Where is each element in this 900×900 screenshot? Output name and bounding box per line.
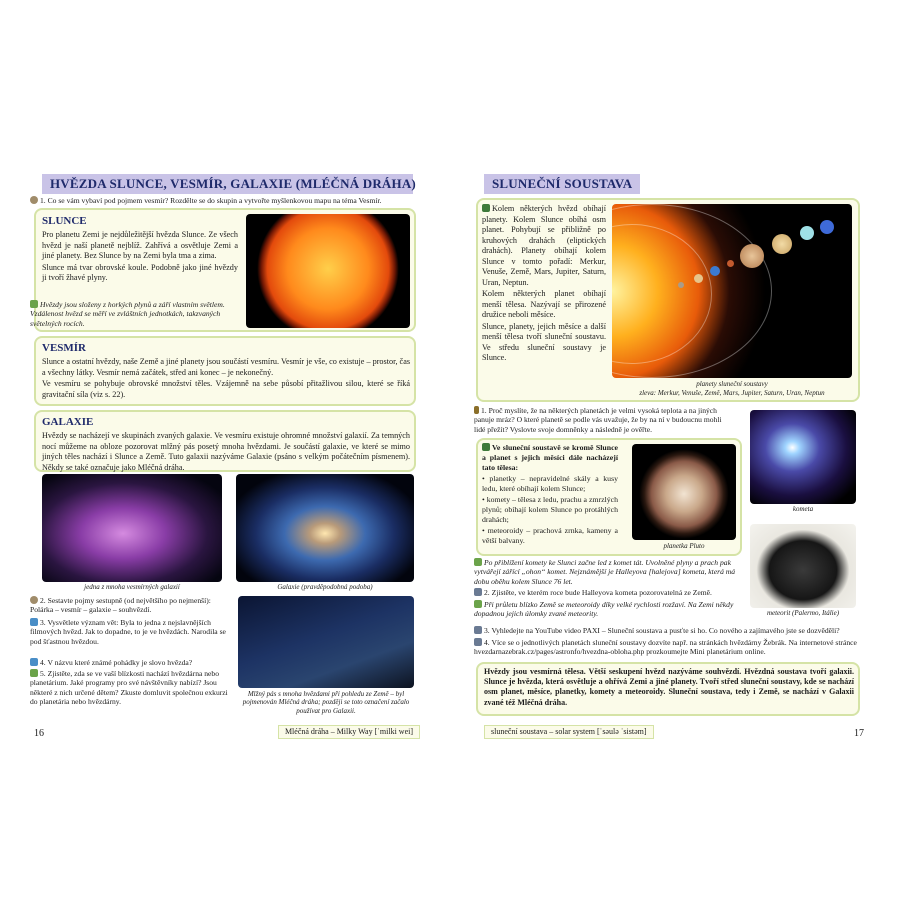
solar-paragraph-3: Slunce, planety, jejich měsíce a další menší tělesa tvoří sluneční soustavu. Ve středu sluneční soustavy je Slunce. [482, 321, 606, 362]
task-5: 5. Zjistěte, zda se ve vaší blízkosti nachází hvězdárna nebo planetárium. Jaké programy pro své návštěvníky nabízí? Jsou některé z nich určené dětem? Zkuste domluvit společnou exkurzi do planetária nebo hvězdárny. [30, 669, 228, 707]
computer-icon [474, 638, 482, 646]
box-solar-system [476, 198, 860, 402]
solar-system-image [612, 204, 852, 378]
vesmir-paragraph-2: Ve vesmíru se pohybuje obrovské množství těles. Vzájemně na sebe působí přitažlivou silou, které se říká gravitační síla (viz s. 22). [42, 379, 410, 399]
task-2: 2. Zjistěte, ve kterém roce bude Halleyova kometa pozorovatelná ze Země. [474, 588, 746, 597]
box-galaxie [34, 410, 416, 472]
task-3: 3. Vyhledejte na YouTube video PAXI – Sluneční soustava a pusťte si ho. Co nového a zajímavého jste se dozvěděli? [474, 626, 864, 635]
vesmir-paragraph-1: Slunce a ostatní hvězdy, naše Země a jiné planety jsou součástí vesmíru. Vesmír je vše, co existuje – prostor, čas a všechny látky. Vesmír nemá začátek, střed ani konec – je nekonečný. [42, 357, 411, 377]
page-right [470, 168, 870, 738]
thought-icon [30, 196, 38, 204]
mars [727, 260, 734, 267]
book-icon [482, 204, 490, 212]
slunce-paragraph-1: Pro planetu Zemi je nejdůležitější hvězda Slunce. Ze všech hvězd je naší planetě nejblíž. Zahřívá a osvětluje Zemi a jiné planety. Bez Slunce by na Zemi byla tma a zima. [42, 230, 238, 261]
pluto-image [632, 444, 736, 540]
question-icon [474, 406, 479, 414]
page-number: 16 [34, 728, 44, 739]
caption-milky-way-galaxy: Galaxie (pravděpodobná podoba) [277, 583, 373, 591]
task-1: 1. Co se vám vybaví pod pojmem vesmír? Rozdělte se do skupin a vytvořte myšlenkovou mapu na téma Vesmír. [30, 196, 422, 205]
solar-paragraph-2: Kolem některých planet obíhají menší tělesa. Nazývají se přirozené družice neboli měsíce. [482, 289, 606, 319]
earth [710, 266, 720, 276]
caption-meteorite: meteorit (Palermo, Itálie) [766, 609, 840, 617]
sun-image [246, 214, 410, 328]
bodies-asteroids: • planetky – nepravidelné skály a kusy ledu, které obíhají kolem Slunce; [482, 473, 619, 493]
computer-icon [474, 588, 482, 596]
box-small-bodies [476, 438, 742, 556]
note-comets: Po přiblížení komety ke Slunci začne led z komet tát. Uvolněné plyny a prach pak vytvářejí zářící „ohon“ komet. Nejznámější je Halleyova [halejova] kometa, která má dobu oběhu kolem Slunce 76 let. [474, 558, 736, 586]
magnifier-icon [30, 300, 38, 308]
galaxie-paragraph: Hvězdy se nacházejí ve skupinách zvaných galaxie. Ve vesmíru existuje ohromné množství galaxií. Za temných nocí můžeme na obloze pozorovat mlžný pás posetý mnoha hvězdami. Je součástí galaxie, ve které se mimo jiných těles nachází i Slunce a Země. Tuto galaxii nazýváme Galaxie (psáno s velkým počátečním písmenem). Někdy se také označuje jako Mléčná dráha. [42, 431, 410, 472]
computer-icon [474, 626, 482, 634]
bodies-comets: • komety – tělesa z ledu, prachu a zmrzlých plynů; obíhají kolem Slunce po protáhlých drahách; [482, 494, 618, 524]
venus [694, 274, 703, 283]
comet-image [750, 410, 856, 504]
caption-galaxy: jedna z mnoha vesmírných galaxií [84, 583, 180, 591]
neptune [820, 220, 834, 234]
magnifier-icon [30, 669, 38, 677]
solar-paragraph-1: Kolem některých hvězd obíhají planety. Kolem Slunce obíhá osm planet. Pohybují se přibližně po kruhových drahách (eliptických drahách). Planety obíhají kolem Slunce v tomto pořadí: Merkur, Venuše, Země, Mars, Jupiter, Saturn, Uran, Neptun. [482, 204, 606, 287]
meteorite-image [750, 524, 856, 608]
task-1: 1. Proč myslíte, že na některých planetách je velmi vysoká teplota a na jiných panuje mráz? O které planetě se podle vás uvažuje, že by na ní v budoucnu mohli lidé přežít? Vyslovte svoje domněnky a následně je ověřte. [474, 406, 722, 434]
summary-text: Hvězdy jsou vesmírná tělesa. Větší seskupení hvězd nazýváme souhvězdí. Hvězdná soustava tvoří galaxii. Slunce je hvězda, která osvětluje a ohřívá Zemi a jiné planety. Tvoří střed sluneční soustavy, kde se nachází osm planet, měsíce, planetky, komety a meteoroidy. Sluneční soustava, tedy i Země, se nachází v Galaxii zvané též Mléčná dráha. [484, 667, 854, 707]
page-left [28, 168, 428, 738]
task-3: 3. Vysvětlete význam vět: Byla to jedna z nejslavnějších filmových hvězd. Jak to dopadne, to je ve hvězdách. Narodila se pod šťastnou hvězdou. [30, 618, 226, 646]
section-heading-vesmir: VESMÍR [42, 342, 87, 354]
page-title: HVĚZDA SLUNCE, VESMÍR, GALAXIE (MLÉČNÁ DRÁHA) [42, 174, 413, 194]
vocabulary-footer: Mléčná dráha – Milky Way [ˈmilki wei] [278, 725, 420, 739]
page-number: 17 [854, 728, 864, 739]
night-sky-image [238, 596, 414, 688]
saturn [772, 234, 792, 254]
task-4: 4. Více se o jednotlivých planetách sluneční soustavy dozvíte např. na stránkách hvězdárny Žebrák. Na internetové stránce hvezdarnazebrak.cz/pages/astronfo/hvezdna-obloha.php prozkoumejte Mini planetárium online. [474, 638, 857, 657]
milky-way-galaxy-image [236, 474, 414, 582]
slunce-paragraph-2: Slunce má tvar obrovské koule. Podobně jako jiné hvězdy ji tvoří žhavé plyny. [42, 262, 238, 283]
caption-night-sky: Mlžný pás s mnoha hvězdami při pohledu ze Země – byl pojmenován Mléčná dráha; později se toto označení začalo používat pro Galaxii. [242, 690, 410, 715]
puzzle-icon [30, 658, 38, 666]
note-stars: Hvězdy jsou složeny z horkých plynů a září vlastním světlem. Vzdálenost hvězd se měří ve zvláštních jednotkách, takzvaných světelných rocích. [30, 300, 225, 328]
galaxy-image [42, 474, 222, 582]
section-heading-galaxie: GALAXIE [42, 416, 94, 428]
jupiter [740, 244, 764, 268]
caption-planets: planety sluneční soustavy [696, 380, 768, 388]
task-2: 2. Sestavte pojmy sestupně (od největšího po nejmenší): Polárka – vesmír – galaxie – souhvězdí. [30, 596, 211, 615]
mercury [678, 282, 684, 288]
magnifier-icon [474, 558, 482, 566]
box-summary [476, 662, 860, 716]
bodies-intro: Ve sluneční soustavě se kromě Slunce a planet s jejich měsíci dále nacházejí tato tělesa: [482, 443, 618, 472]
vocabulary-footer: sluneční soustava – solar system [ˈsəulə ˈsistəm] [484, 725, 654, 739]
page-title: SLUNEČNÍ SOUSTAVA [484, 174, 640, 194]
caption-pluto: planetka Pluto [663, 542, 705, 550]
task-4: 4. V názvu které známé pohádky je slovo hvězda? [30, 658, 230, 667]
box-vesmir [34, 336, 416, 406]
caption-planets-order: zleva: Merkur, Venuše, Země, Mars, Jupiter, Saturn, Uran, Neptun [639, 389, 825, 397]
magnifier-icon [474, 600, 482, 608]
section-heading-slunce: SLUNCE [42, 215, 87, 227]
caption-comet: kometa [792, 505, 814, 513]
puzzle-icon [30, 618, 38, 626]
bodies-meteoroids: • meteoroidy – prachová zrnka, kameny a větší balvany. [482, 525, 618, 545]
thought-icon [30, 596, 38, 604]
note-meteoroids: Při průletu blízko Země se meteoroidy díky velké rychlosti rozžaví. Na Zemi někdy dopadnou jejich úlomky zvané meteority. [474, 600, 734, 619]
uranus [800, 226, 814, 240]
book-icon [482, 443, 490, 451]
